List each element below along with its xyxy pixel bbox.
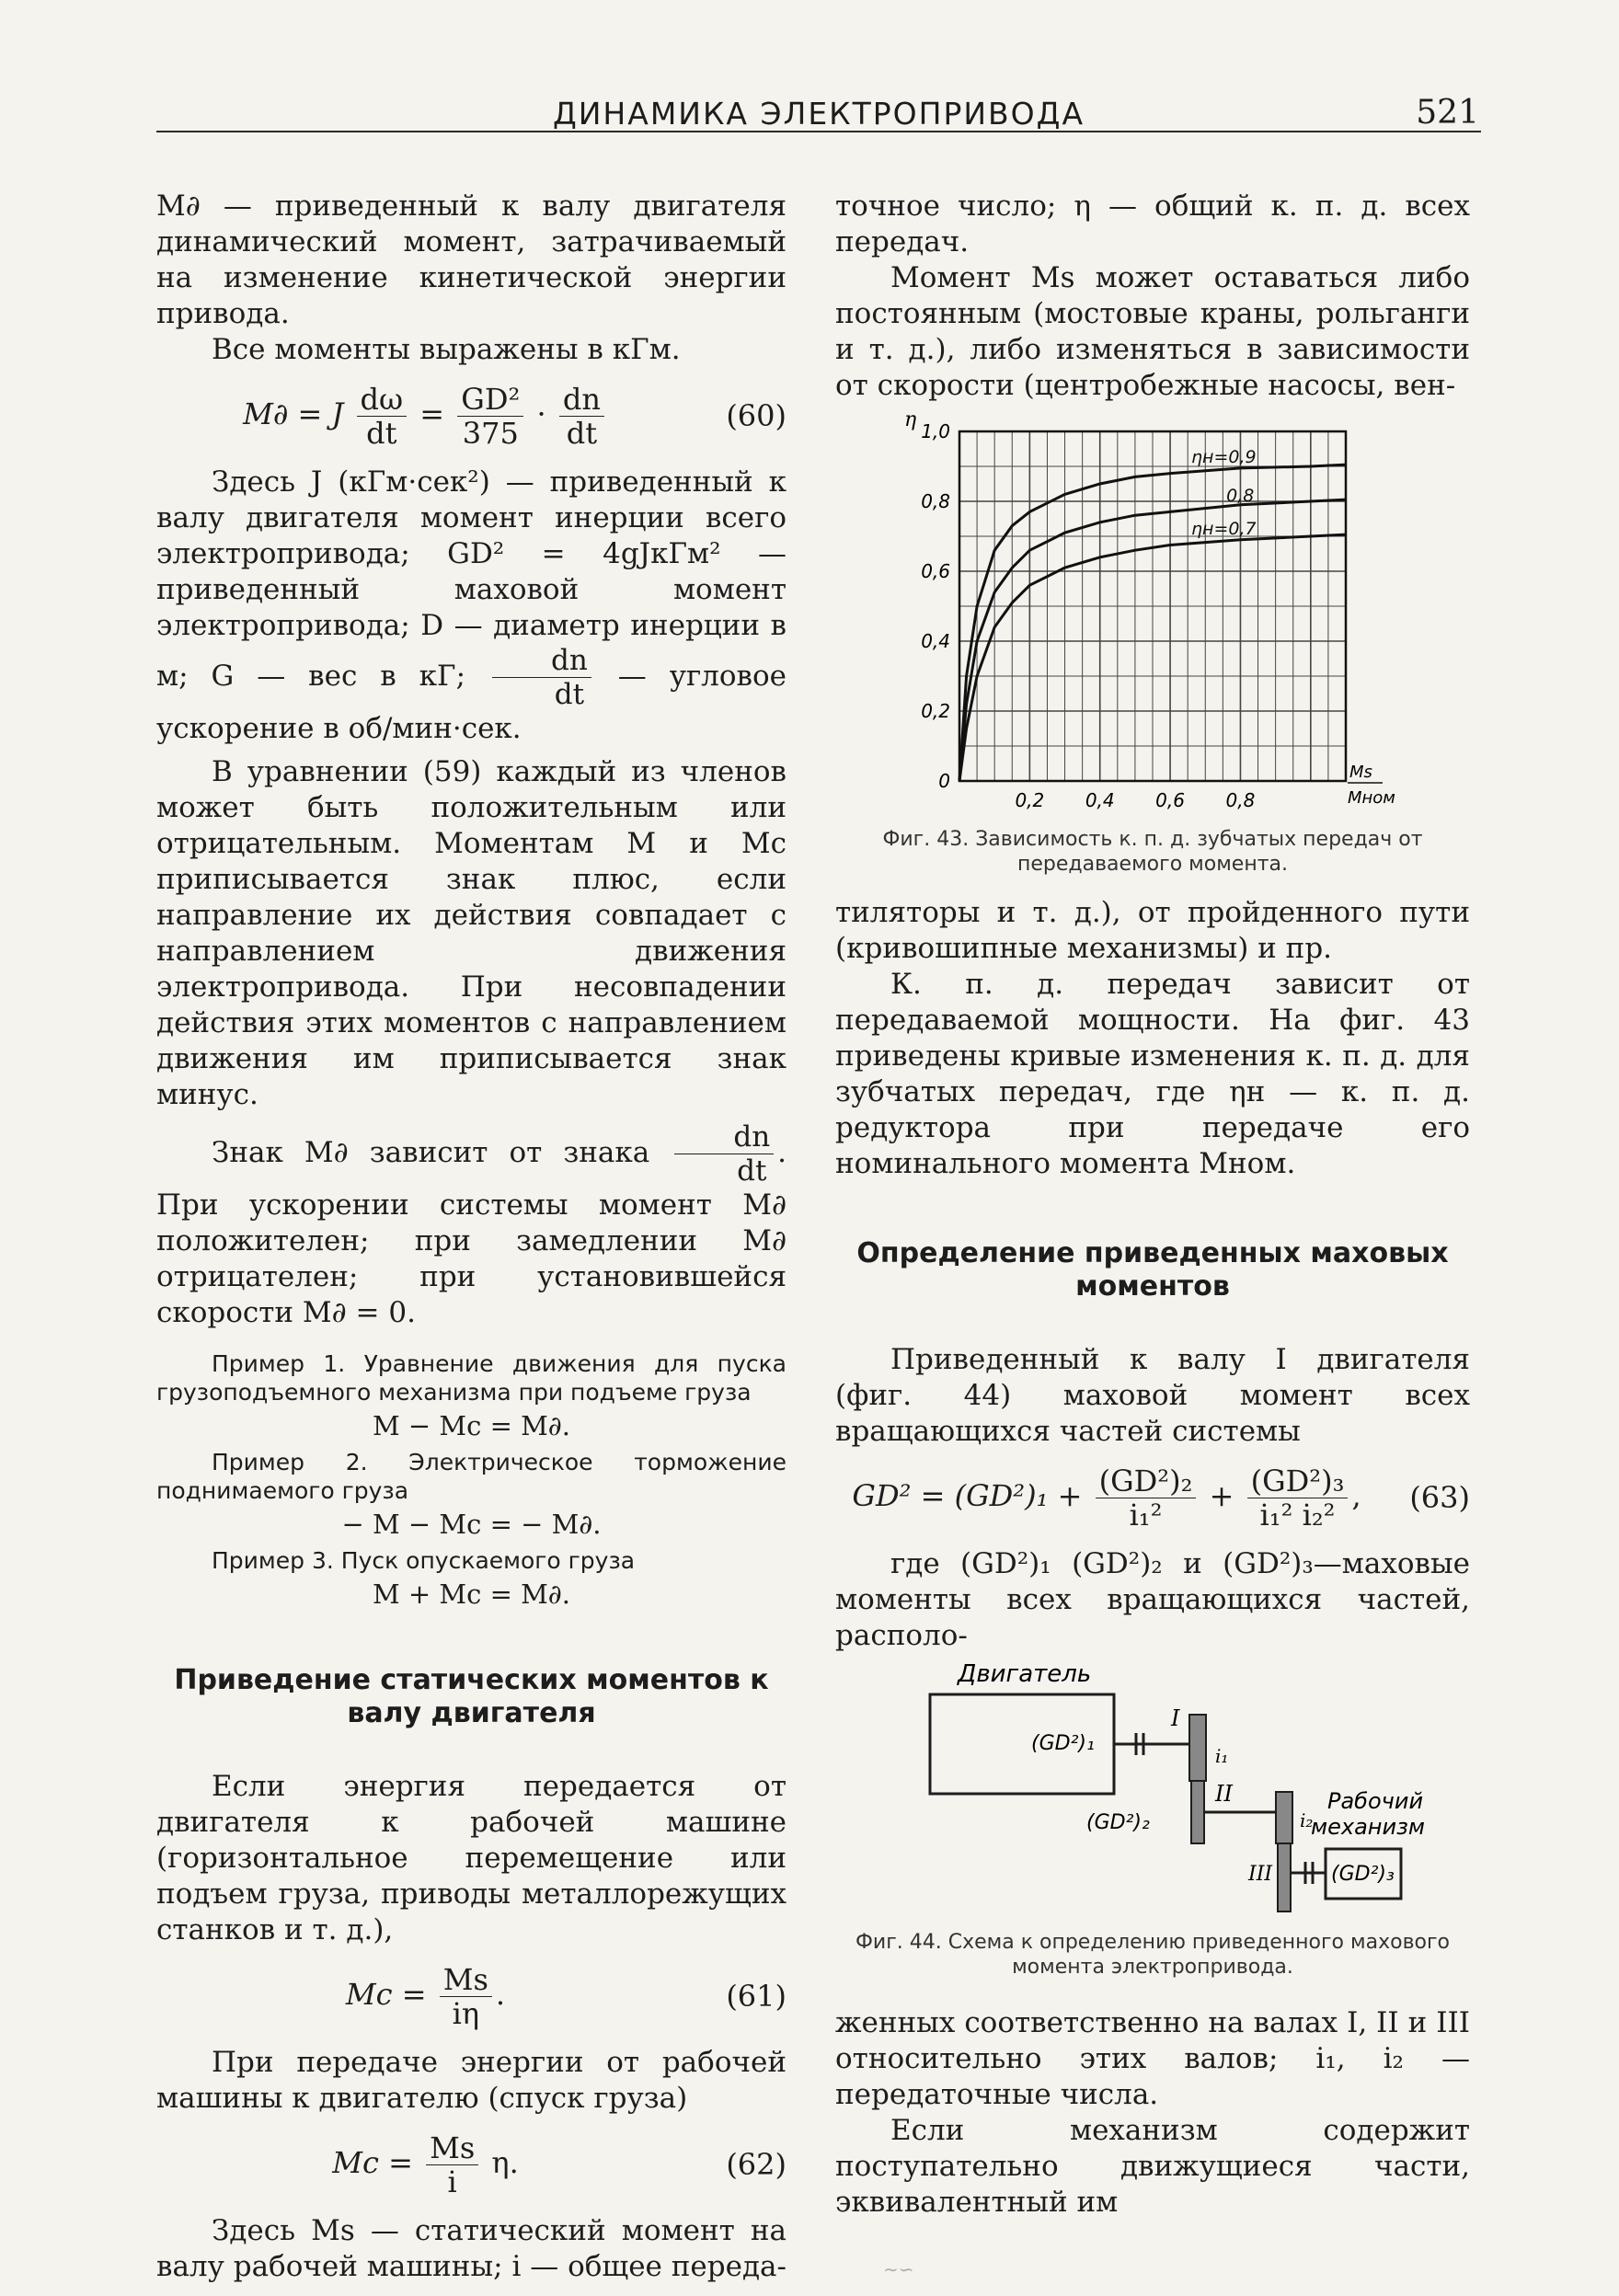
equation-61: Mc = $\frac{Ms}{i\eta}$ . (61) [345, 1962, 787, 2031]
paragraph: В уравнении (59) каждый из членов может быть положительным или отрицательным. Моментам M и Mc приписывается знак плюс, если направление их действия совпадает с направлением движения электропривода. При несовпадении действия этих моментов с направлением движения им приписывается знак минус. [156, 755, 787, 1111]
equation-60: M∂ = J $\frac{d\omega}{dt}$ = $\frac{\text{GD²}}{375}$ · $\frac{dn}{dt}$ (60) [243, 382, 787, 451]
section-heading: Определение приведенных маховых моментов [856, 1237, 1449, 1303]
gear-3 [1276, 1792, 1292, 1843]
machine-label-2: механизм [1311, 1814, 1425, 1840]
page-header [156, 90, 1481, 132]
shaft-III-label: III [1248, 1863, 1273, 1886]
gear-1 [1189, 1715, 1206, 1781]
scan-mark: ∼∽ [883, 2258, 914, 2280]
gd2-label: (GD²)₂ [1086, 1811, 1150, 1834]
i1-label: i₁ [1215, 1745, 1229, 1767]
page-number: 521 [1416, 94, 1479, 132]
y-tick-label: 0,4 [921, 630, 950, 652]
paragraph: Здесь Ms — статический момент на валу рабочей машины; i — общее переда- [156, 2214, 787, 2283]
y-axis-label: η [904, 408, 917, 431]
example-equation: − M − Mc = − M∂. [341, 1509, 602, 1540]
equation-62: Mc = $\frac{Ms}{i}$ η. (62) [332, 2130, 787, 2199]
gd1-label: (GD²)₁ [1031, 1732, 1095, 1755]
paragraph: M∂ — приведенный к валу двигателя динамический момент, затрачиваемый на изменение кинетической энергии привода. [156, 189, 787, 330]
machine-label-1: Рабочий [1327, 1788, 1424, 1814]
example-equation: M + Mc = M∂. [372, 1578, 570, 1610]
curve-label: 0,8 [1226, 486, 1255, 506]
equation-number: (61) [726, 1979, 787, 2014]
paragraph: точное число; η — общий к. п. д. всех передач. [835, 189, 1470, 258]
equation-number: (60) [726, 398, 787, 433]
i2-label: i₂ [1300, 1809, 1314, 1831]
figure-43-caption: Фиг. 43. Зависимость к. п. д. зубчатых передач от передаваемого момента. [882, 828, 1423, 876]
x-tick-label: 0,2 [1015, 789, 1045, 811]
paragraph: К. п. д. передач зависит от передаваемой мощности. На фиг. 43 приведены кривые изменения к. п. д. для зубчатых передач, где ηн — к. п. д. редуктора при передаче его номинального момента Mном. [835, 968, 1470, 1180]
paragraph: где (GD²)₁ (GD²)₂ и (GD²)₃—маховые моменты всех вращающихся частей, располо- [835, 1547, 1470, 1652]
section-heading: Приведение статических моментов к валу двигателя [174, 1664, 769, 1729]
example-block: Пример 1. Уравнение движения для пуска грузоподъемного механизма при подъеме груза M − Mc = M∂. Пример 2. Электрическое торможение поднимаемого груза − M − Mc = − M∂. Пример 3. Пуск опускаемого груза M + Mc = M∂. [156, 1350, 787, 1610]
x-tick-label: 0,6 [1155, 789, 1185, 811]
motor-title: Двигатель [958, 1660, 1092, 1688]
paragraph: Здесь J (кГм·сек²) — приведенный к валу двигателя момент инерции всего электропривода; GD² = 4gJкГм² — приведенный маховой момент электропривода; D — диаметр инерции в м; G — вес в кГ; $\frac{dn}{dt}$ — угловое ускорение в об/мин·сек. [156, 465, 787, 745]
curve-label: ηн=0,7 [1191, 519, 1257, 540]
x-tick-label: 0,4 [1085, 789, 1115, 811]
gd3-label: (GD²)₃ [1331, 1863, 1395, 1886]
gear-2 [1191, 1781, 1204, 1843]
paragraph: женных соответственно на валах I, II и III относительно этих валов; i₁, i₂ — передаточные числа. [835, 2006, 1470, 2111]
gear-4 [1278, 1843, 1291, 1911]
paragraph: Все моменты выражены в кГм. [212, 333, 681, 366]
figure-43-chart [895, 404, 1410, 827]
paragraph: При передаче энергии от рабочей машины к двигателю (спуск груза) [156, 2046, 787, 2115]
x-axis-label-top: Ms [1349, 763, 1372, 782]
left-column [156, 189, 787, 2285]
paragraph: тиляторы и т. д.), от пройденного пути (кривошипные механизмы) и пр. [835, 896, 1470, 965]
x-tick-label: 0,8 [1225, 789, 1256, 811]
paragraph: Если энергия передается от двигателя к рабочей машине (горизонтальное перемещение или подъем груза, приводы металлорежущих станков и т. д.), [156, 1770, 787, 1946]
figure-44-diagram [895, 1654, 1425, 1930]
paragraph: Если механизм содержит поступательно движущиеся части, эквивалентный им [835, 2114, 1470, 2219]
example-equation: M − Mc = M∂. [372, 1410, 570, 1441]
x-axis-label-bottom: Mном [1348, 788, 1395, 808]
paragraph: Приведенный к валу I двигателя (фиг. 44) маховой момент всех вращающихся частей системы [835, 1343, 1470, 1448]
y-tick-label: 0,6 [921, 560, 950, 582]
equation-number: (63) [1409, 1480, 1470, 1515]
y-tick-label: 0 [938, 770, 950, 792]
y-tick-label: 0,8 [921, 490, 950, 512]
figure-44-caption: Фиг. 44. Схема к определению приведенного махового момента электропривода. [855, 1931, 1451, 1979]
equation-63: GD² = (GD²)₁ + $\frac{\text{(GD²)₂}}{\text{i₁²}}$ + $\frac{\text{(GD²)₃}}{\text{i₁² i₂²}}$ , (63) [852, 1464, 1470, 1533]
y-tick-label: 1,0 [921, 420, 950, 442]
right-column [835, 189, 1470, 2221]
paragraph: Момент Ms может оставаться либо постоянным (мостовые краны, рольганги и т. д.), либо изменяться в зависимости от скорости (центробежные насосы, вен- [835, 261, 1470, 402]
shaft-I-label: I [1171, 1705, 1180, 1731]
equation-number: (62) [726, 2147, 787, 2182]
y-tick-label: 0,2 [921, 700, 950, 722]
curve-label: ηн=0,9 [1191, 447, 1257, 468]
paragraph: Знак M∂ зависит от знака $\frac{dn}{dt}$ . При ускорении системы момент M∂ положителен; при замедлении M∂ отрицателен; при установившейся скорости M∂ = 0. [156, 1120, 787, 1329]
shaft-II-label: II [1215, 1781, 1233, 1807]
running-title: ДИНАМИКА ЭЛЕКТРОПРИВОДА [552, 96, 1085, 132]
